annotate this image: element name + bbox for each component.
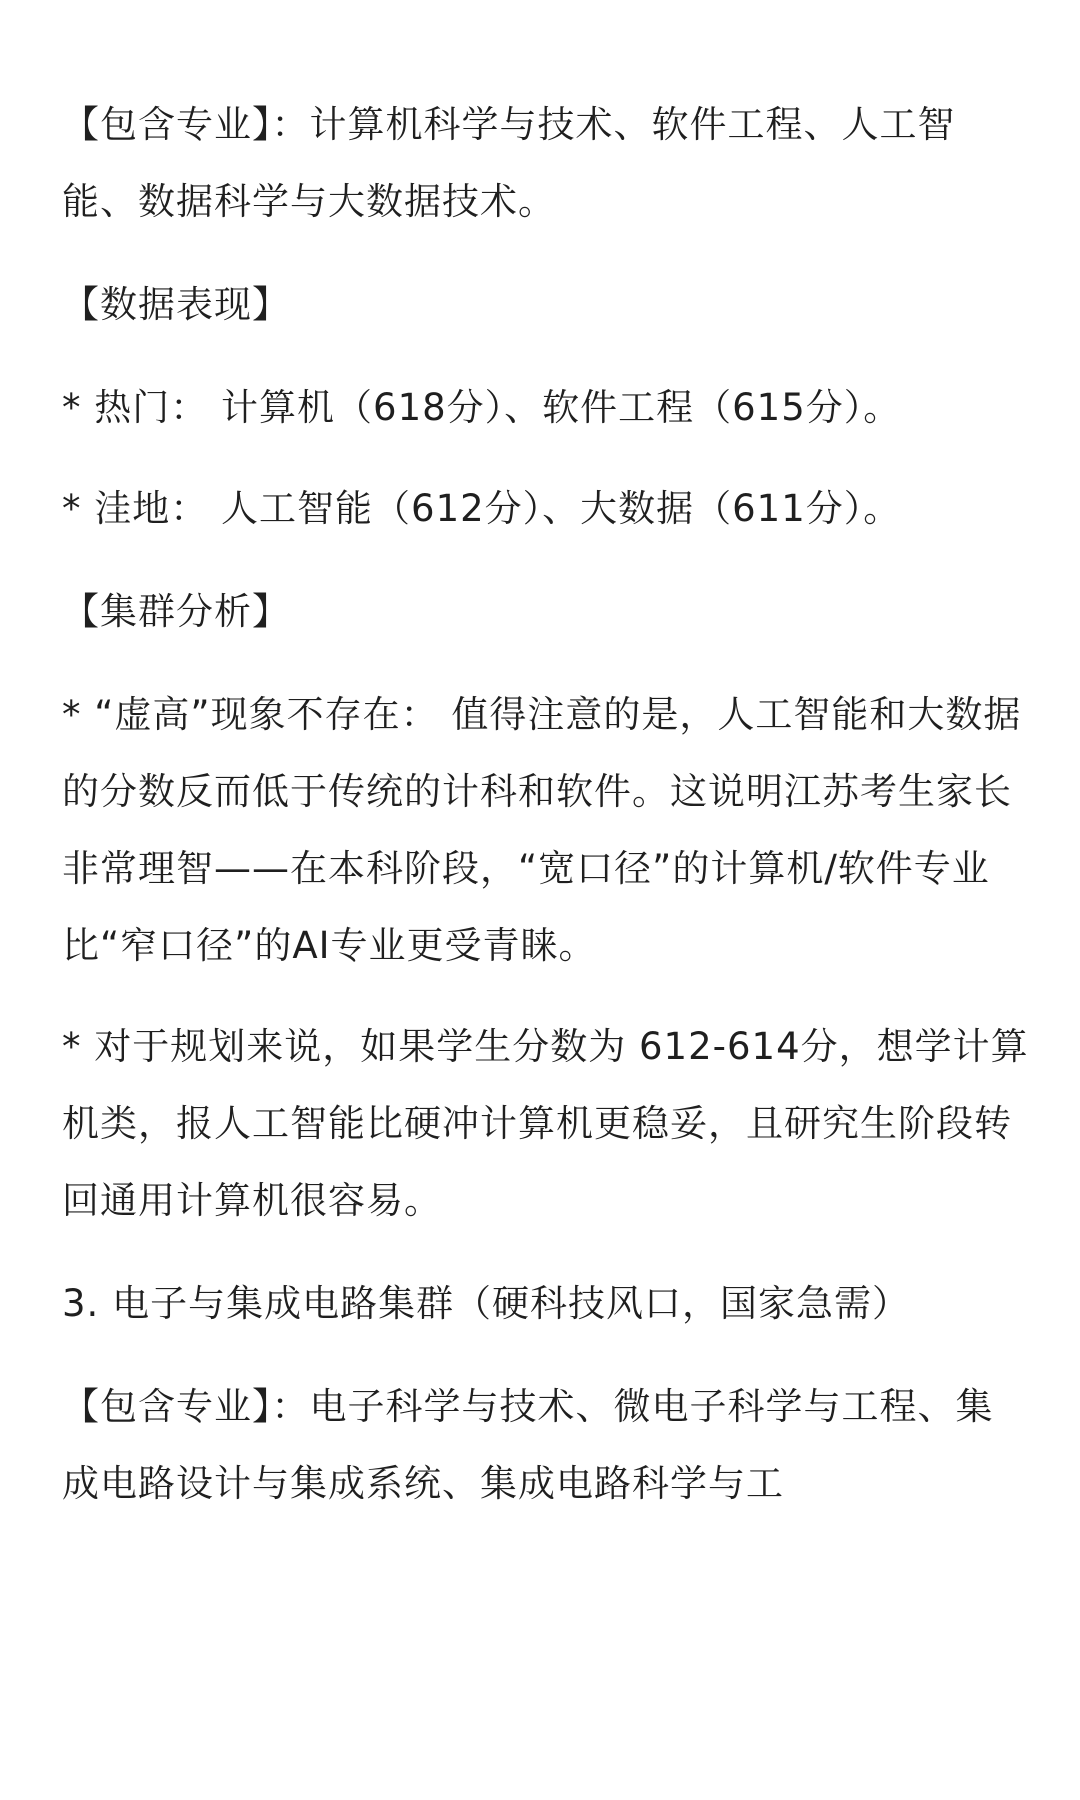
hot-majors-item: * 热门： 计算机（618分）、软件工程（615分）。	[62, 386, 902, 429]
data-performance-heading: 【数据表现】	[62, 283, 290, 326]
article-body	[62, 86, 1030, 1522]
electronics-majors-paragraph: 【包含专业】：电子科学与技术、微电子科学与工程、集成电路设计与集成系统、集成电路科学与工	[62, 1385, 994, 1505]
low-score-majors-item: * 洼地： 人工智能（612分）、大数据（611分）。	[62, 487, 902, 530]
analysis-paragraph: * “虚高”现象不存在： 值得注意的是，人工智能和大数据的分数反而低于传统的计科和软件。这说明江苏考生家长非常理智——在本科阶段，“宽口径”的计算机/软件专业比“窄口径”的AI专业更受青睐。	[62, 693, 1022, 967]
planning-advice-paragraph: * 对于规划来说，如果学生分数为 612-614分，想学计算机类，报人工智能比硬冲计算机更稳妥，且研究生阶段转回通用计算机很容易。	[62, 1025, 1029, 1222]
majors-included-paragraph: 【包含专业】：计算机科学与技术、软件工程、人工智能、数据科学与大数据技术。	[62, 103, 956, 223]
cluster-analysis-heading: 【集群分析】	[62, 590, 290, 633]
section-title-electronics: 3. 电子与集成电路集群（硬科技风口，国家急需）	[62, 1282, 911, 1325]
